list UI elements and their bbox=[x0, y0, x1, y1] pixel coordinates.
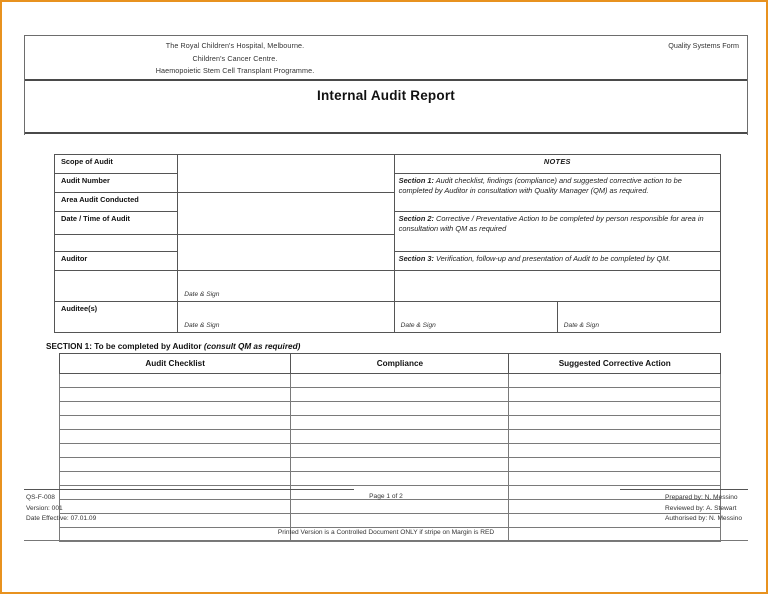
note-section-1-text: Audit checklist, findings (compliance) and suggested corrective action to be completed by Auditor in consultation with Quality Manager (QM) as required. bbox=[398, 176, 682, 196]
column-header-suggested-corrective-action: Suggested Corrective Action bbox=[509, 354, 721, 374]
header-top-row bbox=[25, 36, 747, 81]
note-section-2-text: Corrective / Preventative Action to be completed by person responsible for area in consultation with QM as required bbox=[398, 214, 704, 234]
note-section-3 bbox=[394, 252, 720, 271]
checklist-cell[interactable] bbox=[291, 430, 509, 444]
table-row bbox=[55, 302, 721, 333]
checklist-cell[interactable] bbox=[509, 388, 721, 402]
checklist-cell[interactable] bbox=[509, 444, 721, 458]
footer-divider-left bbox=[24, 489, 354, 490]
table-header-row bbox=[60, 354, 721, 374]
header-title-row bbox=[25, 81, 747, 134]
column-header-compliance: Compliance bbox=[291, 354, 509, 374]
date-sign-label: Date & Sign bbox=[184, 291, 220, 298]
date-sign-label: Date & Sign bbox=[400, 322, 436, 329]
checklist-cell[interactable] bbox=[291, 388, 509, 402]
checklist-cell[interactable] bbox=[60, 430, 291, 444]
label-date-time-of-audit: Date / Time of Audit bbox=[55, 212, 178, 235]
label-date-time-spacer bbox=[55, 235, 178, 252]
footer-prepared-by: Prepared by: N. Messino bbox=[665, 494, 738, 501]
document-header bbox=[24, 35, 748, 135]
footer-divider-right bbox=[620, 489, 748, 490]
section-1-heading-plain: SECTION 1: To be completed by Auditor bbox=[46, 342, 204, 351]
checklist-cell[interactable] bbox=[509, 472, 721, 486]
checklist-cell[interactable] bbox=[60, 402, 291, 416]
footer-reviewed-by: Reviewed by: A. Stewart bbox=[665, 504, 737, 512]
table-row bbox=[60, 444, 721, 458]
organisation-line-2: Children's Cancer Centre. bbox=[192, 53, 278, 63]
table-row bbox=[60, 416, 721, 430]
table-row bbox=[60, 402, 721, 416]
document-sheet bbox=[24, 35, 748, 549]
footer-authorised-by: Authorised by: N. Messino bbox=[665, 515, 742, 523]
checklist-cell[interactable] bbox=[291, 402, 509, 416]
note-section-3-label: Section 3: bbox=[398, 254, 434, 263]
label-area-audit-conducted: Area Audit Conducted bbox=[55, 193, 178, 212]
checklist-cell[interactable] bbox=[60, 458, 291, 472]
audit-info-section bbox=[24, 154, 748, 333]
organisation-block bbox=[25, 40, 445, 78]
checklist-cell[interactable] bbox=[509, 416, 721, 430]
checklist-cell[interactable] bbox=[60, 472, 291, 486]
footer-controlled-document-note: Printed Version is a Controlled Document ONLY if stripe on Margin is RED bbox=[277, 529, 495, 536]
field-auditor-notes-blank[interactable] bbox=[394, 271, 720, 302]
checklist-cell[interactable] bbox=[291, 472, 509, 486]
footer-page-number: Page 1 of 2 bbox=[369, 493, 403, 500]
audit-info-table bbox=[54, 154, 721, 333]
note-section-1 bbox=[394, 174, 720, 212]
label-audit-number: Audit Number bbox=[55, 174, 178, 193]
table-row bbox=[60, 458, 721, 472]
checklist-cell[interactable] bbox=[291, 444, 509, 458]
field-auditee-date-sign-2[interactable] bbox=[394, 302, 557, 333]
label-scope-of-audit: Scope of Audit bbox=[55, 155, 178, 174]
note-section-2 bbox=[394, 212, 720, 252]
organisation-line-3: Haemopoietic Stem Cell Transplant Programme. bbox=[155, 66, 315, 76]
label-auditor: Auditor bbox=[55, 252, 178, 271]
note-section-3-text: Verification, follow-up and presentation of Audit to be completed by QM. bbox=[433, 254, 671, 263]
checklist-cell[interactable] bbox=[291, 416, 509, 430]
checklist-cell[interactable] bbox=[60, 444, 291, 458]
page-title: Internal Audit Report bbox=[317, 88, 455, 103]
field-area-audit-conducted[interactable] bbox=[178, 193, 394, 235]
checklist-cell[interactable] bbox=[60, 374, 291, 388]
table-row bbox=[60, 430, 721, 444]
date-sign-label: Date & Sign bbox=[184, 322, 220, 329]
table-row bbox=[60, 388, 721, 402]
document-footer bbox=[24, 489, 748, 549]
footer-doc-id: QS-F-008 bbox=[26, 494, 55, 501]
footer-date-effective: Date Effective: 07.01.09 bbox=[26, 515, 97, 523]
label-auditor-spacer bbox=[55, 271, 178, 302]
footer-bottom-divider bbox=[24, 540, 748, 541]
checklist-cell[interactable] bbox=[509, 458, 721, 472]
checklist-cell[interactable] bbox=[60, 416, 291, 430]
note-section-2-label: Section 2: bbox=[398, 214, 434, 223]
footer-version: Version: 001 bbox=[26, 504, 63, 512]
field-date-time-of-audit[interactable] bbox=[178, 235, 394, 271]
checklist-cell[interactable] bbox=[60, 388, 291, 402]
date-sign-label: Date & Sign bbox=[563, 322, 599, 329]
organisation-line-1: The Royal Children's Hospital, Melbourne. bbox=[165, 41, 305, 50]
footer-approvals bbox=[665, 493, 742, 525]
checklist-cell[interactable] bbox=[509, 402, 721, 416]
checklist-cell[interactable] bbox=[509, 430, 721, 444]
field-auditor-date-sign[interactable] bbox=[178, 271, 394, 302]
table-row bbox=[60, 374, 721, 388]
checklist-cell[interactable] bbox=[291, 458, 509, 472]
table-row bbox=[55, 155, 721, 174]
notes-heading: NOTES bbox=[394, 155, 720, 174]
label-auditees: Auditee(s) bbox=[55, 302, 178, 333]
checklist-cell[interactable] bbox=[291, 374, 509, 388]
field-auditee-date-sign-3[interactable] bbox=[557, 302, 720, 333]
note-section-1-label: Section 1: bbox=[398, 176, 434, 185]
table-row bbox=[55, 271, 721, 302]
section-1-heading bbox=[46, 342, 748, 351]
field-auditee-date-sign-1[interactable] bbox=[178, 302, 394, 333]
checklist-cell[interactable] bbox=[509, 374, 721, 388]
section-1-heading-italic: (consult QM as required) bbox=[203, 342, 301, 351]
column-header-audit-checklist: Audit Checklist bbox=[60, 354, 291, 374]
field-scope-of-audit[interactable] bbox=[178, 155, 394, 193]
table-row bbox=[60, 472, 721, 486]
form-type-label: Quality Systems Form bbox=[668, 41, 739, 50]
